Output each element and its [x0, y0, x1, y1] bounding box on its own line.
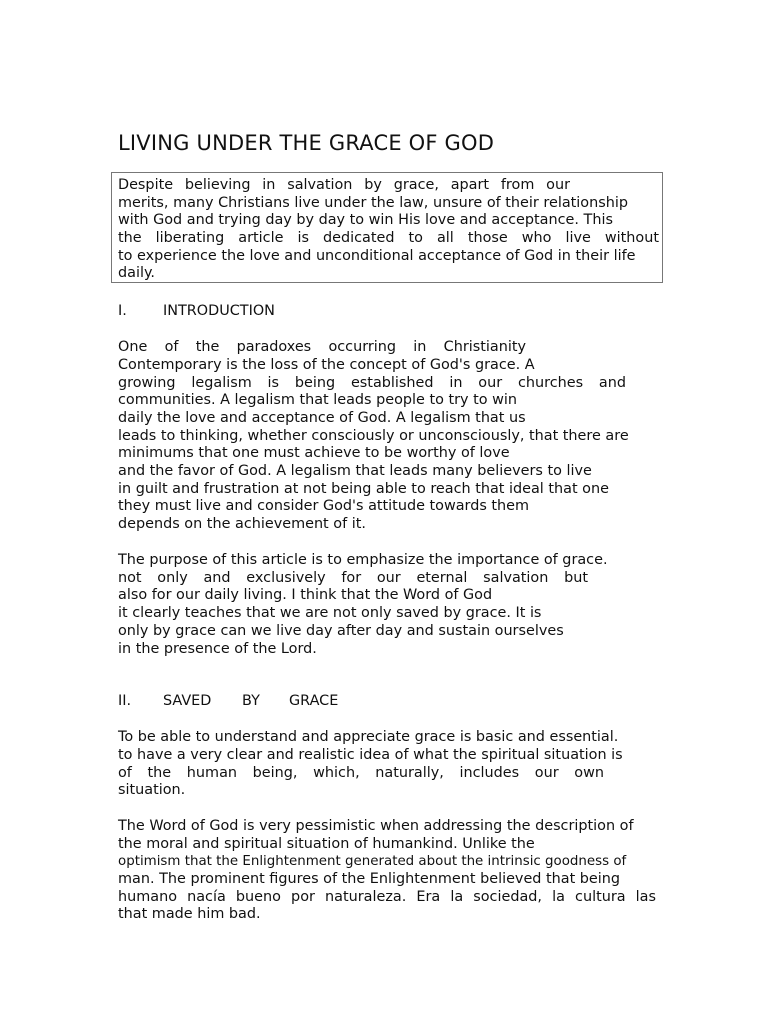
paragraph-line: daily the love and acceptance of God. A legalism that us: [118, 410, 526, 426]
section-heading: INTRODUCTION: [163, 303, 275, 319]
paragraph-line: that made him bad.: [118, 906, 261, 922]
section-heading-word: GRACE: [289, 693, 339, 709]
abstract-line: merits, many Christians live under the law, unsure of their relationship: [118, 195, 628, 211]
paragraph-line: The purpose of this article is to emphasize the importance of grace.: [118, 552, 608, 568]
paragraph-line: minimums that one must achieve to be worthy of love: [118, 445, 510, 461]
paragraph-line: depends on the achievement of it.: [118, 516, 366, 532]
paragraph-line: growing legalism is being established in our churches and: [118, 375, 626, 391]
paragraph-line: they must live and consider God's attitude towards them: [118, 498, 530, 514]
document-title: LIVING UNDER THE GRACE OF GOD: [118, 131, 495, 155]
abstract-line: with God and trying day by day to win His love and acceptance. This: [118, 212, 613, 228]
paragraph-line: to have a very clear and realistic idea of what the spiritual situation is: [118, 747, 623, 763]
paragraph-line: leads to thinking, whether consciously or unconsciously, that there are: [118, 428, 629, 444]
section-heading-word: BY: [242, 693, 260, 709]
paragraph-line: only by grace can we live day after day and sustain ourselves: [118, 623, 564, 639]
paragraph-line: situation.: [118, 782, 186, 798]
paragraph-line: Contemporary is the loss of the concept of God's grace. A: [118, 357, 535, 373]
paragraph-line: To be able to understand and appreciate grace is basic and essential.: [118, 729, 619, 745]
paragraph-line: One of the paradoxes occurring in Christianity: [118, 339, 526, 355]
section-number: II.: [118, 693, 132, 709]
section-heading-word: SAVED: [163, 693, 212, 709]
section-number: I.: [118, 303, 127, 319]
paragraph-line: The Word of God is very pessimistic when addressing the description of: [118, 818, 634, 834]
abstract-line: to experience the love and unconditional acceptance of God in their life: [118, 248, 636, 264]
paragraph-line: the moral and spiritual situation of humankind. Unlike the: [118, 836, 535, 852]
paragraph-line: in guilt and frustration at not being able to reach that ideal that one: [118, 481, 609, 497]
paragraph-line: in the presence of the Lord.: [118, 641, 317, 657]
paragraph-line: not only and exclusively for our eternal salvation but: [118, 570, 588, 586]
paragraph-line: humano nacía bueno por naturaleza. Era la sociedad, la cultura las: [118, 889, 656, 905]
abstract-line: the liberating article is dedicated to all those who live without: [118, 230, 659, 246]
paragraph-line: man. The prominent figures of the Enlightenment believed that being: [118, 871, 621, 887]
abstract-line: Despite believing in salvation by grace, apart from our: [118, 177, 570, 193]
paragraph-line: it clearly teaches that we are not only saved by grace. It is: [118, 605, 542, 621]
paragraph-line: also for our daily living. I think that the Word of God: [118, 587, 493, 603]
paragraph-line: and the favor of God. A legalism that leads many believers to live: [118, 463, 592, 479]
abstract-line: daily.: [118, 265, 155, 281]
paragraph-line: optimism that the Enlightenment generated about the intrinsic goodness of: [118, 854, 627, 869]
paragraph-line: of the human being, which, naturally, includes our own: [118, 765, 604, 781]
paragraph-line: communities. A legalism that leads people to try to win: [118, 392, 518, 408]
